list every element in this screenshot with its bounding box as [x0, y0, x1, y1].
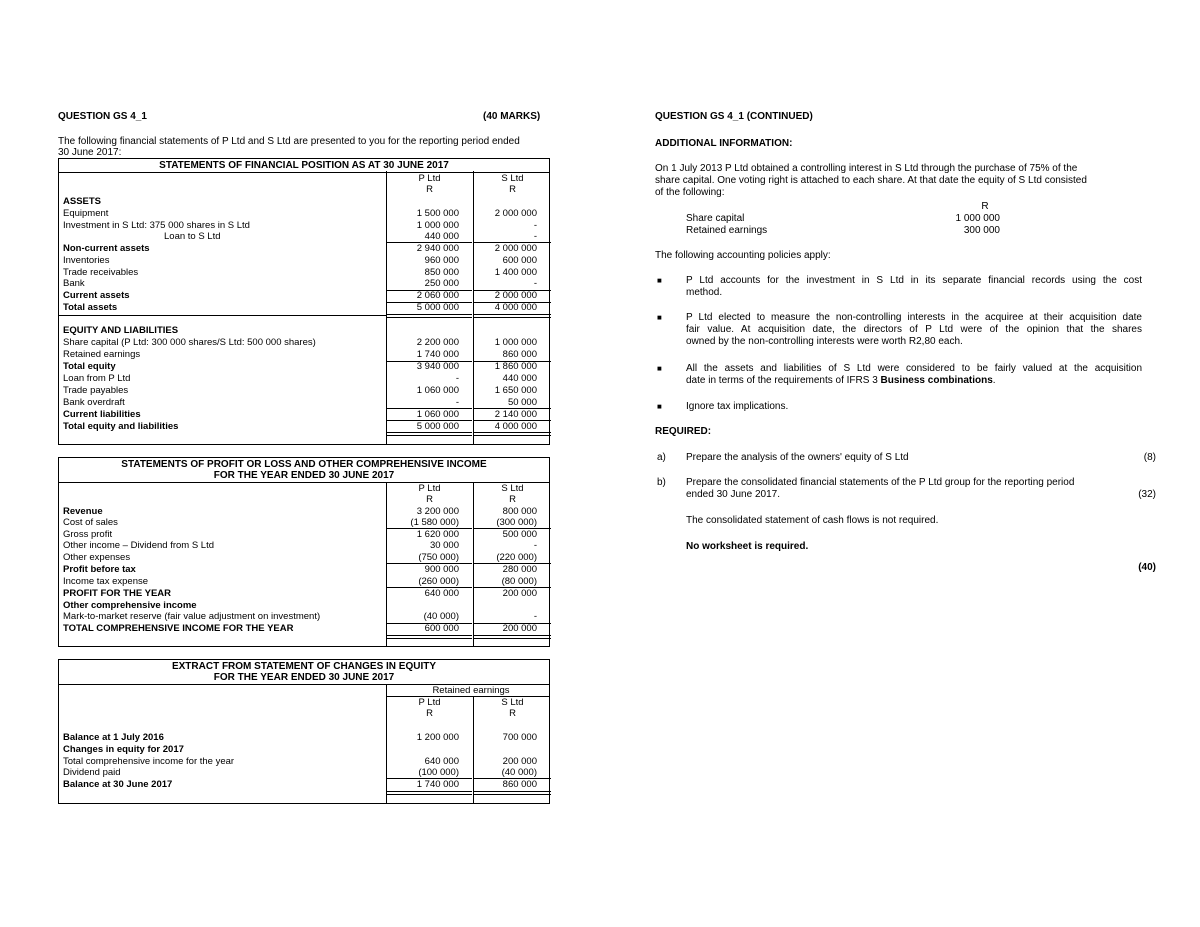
worksheet-note: No worksheet is required.	[686, 541, 809, 552]
bullet-icon: ■	[657, 313, 662, 322]
bullet-icon: ■	[657, 276, 662, 285]
equity-value: 300 000	[963, 225, 1000, 236]
table-row: Balance at 1 July 2016 1 200 000 700 000	[63, 732, 537, 743]
policy-item: P Ltd elected to measure the non-controlling interests in the acquiree at their acquisition date fair value. At acquisition date, the directors of P Ltd were of the opinion that the shares owned by the non-controlling interests were worth R2,80 each.	[686, 312, 1142, 347]
table-row: Gross profit 1 620 000 500 000	[63, 529, 537, 540]
continued-title: QUESTION GS 4_1 (CONTINUED)	[655, 111, 813, 122]
table-row: Equipment 1 500 000 2 000 000	[63, 208, 537, 219]
intro-text: The following financial statements of P Ltd and S Ltd are presented to you for the reporting period ended 30 June 2017:	[58, 136, 520, 158]
table-row: Current assets 2 060 000 2 000 000	[63, 290, 537, 301]
table-row: Total assets 5 000 000 4 000 000	[63, 302, 537, 313]
bullet-icon: ■	[657, 402, 662, 411]
table-row: Income tax expense (260 000) (80 000)	[63, 576, 537, 587]
required-heading: REQUIRED:	[655, 426, 712, 437]
table-row: Non-current assets 2 940 000 2 000 000	[63, 243, 537, 254]
equity-label: Retained earnings	[686, 225, 768, 236]
table-row: TOTAL COMPREHENSIVE INCOME FOR THE YEAR 600 000 200 000	[63, 623, 537, 634]
table-row: Revenue 3 200 000 800 000	[63, 506, 537, 517]
soce-title: EXTRACT FROM STATEMENT OF CHANGES IN EQUITY FOR THE YEAR ENDED 30 JUNE 2017	[59, 660, 549, 685]
equity-label: Share capital	[686, 213, 745, 224]
cash-flow-note: The consolidated statement of cash flows is not required.	[686, 515, 939, 526]
table-row: PROFIT FOR THE YEAR 640 000 200 000	[63, 588, 537, 599]
table-row: Mark-to-market reserve (fair value adjustment on investment) (40 000) -	[63, 611, 537, 622]
table-row: Total equity 3 940 000 1 860 000	[63, 361, 537, 372]
table-row: Balance at 30 June 2017 1 740 000 860 000	[63, 779, 537, 790]
acquisition-paragraph: On 1 July 2013 P Ltd obtained a controlling interest in S Ltd through the purchase of 75% of the share capital. One voting right is attached to each share. At that date the equity of S Ltd consisted of the following:	[655, 163, 1087, 198]
table-row: Other income – Dividend from S Ltd 30 000 -	[63, 540, 537, 551]
table-row: Bank overdraft - 50 000	[63, 397, 537, 408]
policy-item: Ignore tax implications.	[686, 401, 789, 412]
question-marks: (40 MARKS)	[483, 111, 541, 122]
sfp-title: STATEMENTS OF FINANCIAL POSITION AS AT 30 JUNE 2017	[59, 159, 549, 173]
req-b-text: Prepare the consolidated financial statements of the P Ltd group for the reporting period ended 30 June 2017.	[686, 477, 1075, 500]
bullet-icon: ■	[657, 364, 662, 373]
table-row: Cost of sales (1 580 000) (300 000)	[63, 517, 537, 528]
req-a-letter: a)	[657, 452, 666, 463]
req-a-marks: (8)	[1143, 452, 1156, 463]
table-row: Bank 250 000 -	[63, 278, 537, 289]
req-b-marks: (32)	[1138, 489, 1156, 500]
table-row: Other comprehensive income	[63, 600, 197, 611]
table-row: Inventories 960 000 600 000	[63, 255, 537, 266]
pl-title: STATEMENTS OF PROFIT OR LOSS AND OTHER COMPREHENSIVE INCOME FOR THE YEAR ENDED 30 JUNE 2017	[59, 458, 549, 483]
pl-table: STATEMENTS OF PROFIT OR LOSS AND OTHER COMPREHENSIVE INCOME FOR THE YEAR ENDED 30 JUNE 2017 P Ltd S Ltd R R Revenue 3 200 000 800 000 Cost of sales (1 580 000) (300 000) Gross profit 1 620 000 500 000 Other income – Dividend from S Ltd 30 000 - Other expenses (750 000) (220 000) Profit before tax 900 000 280 000 Income tax expense (260 000) (80 000) PROFIT FOR THE YEAR 640 000 200 000 Other comprehensive income Mark-to-market reserve (fair value adjustment on investment) (40 000) - TOTAL COMPREHENSIVE INCOME FOR THE YEAR 600 000 200 000	[58, 457, 550, 647]
table-row: Share capital (P Ltd: 300 000 shares/S Ltd: 500 000 shares) 2 200 000 1 000 000	[63, 337, 537, 348]
table-row: Trade receivables 850 000 1 400 000	[63, 267, 537, 278]
req-b-letter: b)	[657, 477, 666, 488]
additional-heading: ADDITIONAL INFORMATION:	[655, 138, 793, 149]
policy-item: All the assets and liabilities of S Ltd were considered to be fairly valued at the acquisition date in terms of the requirements of IFRS 3 Business combinations.	[686, 363, 1142, 386]
soce-table: EXTRACT FROM STATEMENT OF CHANGES IN EQUITY FOR THE YEAR ENDED 30 JUNE 2017 Retained earnings P Ltd S Ltd R R Balance at 1 July 2016 1 200 000 700 000 Changes in equity for 2017 Total comprehensive income for the year 640 000 200 000 Dividend paid (100 000) (40 000) Balance at 30 June 2017 1 740 000 860 000	[58, 659, 550, 804]
table-row: Retained earnings 1 740 000 860 000	[63, 349, 537, 360]
table-row: Total comprehensive income for the year 640 000 200 000	[63, 756, 537, 767]
equity-value: 1 000 000	[955, 213, 1000, 224]
table-row: Total equity and liabilities 5 000 000 4 000 000	[63, 421, 537, 432]
table-row: EQUITY AND LIABILITIES	[63, 325, 179, 336]
table-row: Investment in S Ltd: 375 000 shares in S Ltd 1 000 000 -	[63, 220, 537, 231]
question-title: QUESTION GS 4_1	[58, 111, 147, 122]
table-row: Loan to S Ltd 440 000 -	[164, 231, 537, 242]
policies-intro: The following accounting policies apply:	[655, 250, 831, 261]
req-a-text: Prepare the analysis of the owners' equity of S Ltd	[686, 452, 909, 463]
table-row: Current liabilities 1 060 000 2 140 000	[63, 409, 537, 420]
table-row: Other expenses (750 000) (220 000)	[63, 552, 537, 563]
table-row: Dividend paid (100 000) (40 000)	[63, 767, 537, 778]
policy-item: P Ltd accounts for the investment in S Ltd in its separate financial records using the cost method.	[686, 275, 1142, 298]
table-row: ASSETS	[63, 196, 102, 207]
sfp-table: STATEMENTS OF FINANCIAL POSITION AS AT 30 JUNE 2017 P Ltd S Ltd R R ASSETS Equipment 1 500 000 2 000 000 Investment in S Ltd: 375 000 shares in S Ltd 1 000 000 - Loan to S Ltd 440 000 - Non-current assets 2 940 000 2 000 000 Inventories 960 000 600 000 Trade receivables 850 000 1 400 000 Bank 250 000 - Current assets 2 060 000 2 000 000 Total assets 5 000 000 4 000 000 EQUITY AND LIABILITIES Share capital (P Ltd: 300 000 shares/S Ltd: 500 000 shares) 2 200 000 1 000 000 Retained earnings 1 740 000 860 000 Total equity 3 940 000 1 860 000 Loan from P Ltd - 440 000 Trade payables 1 060 000 1 650 000 Bank overdraft - 50 000 Current liabilities 1 060 000 2 140 000 Total equity and liabilities 5 000 000 4 000 000	[58, 158, 550, 445]
total-marks: (40)	[1138, 562, 1156, 573]
table-row: Trade payables 1 060 000 1 650 000	[63, 385, 537, 396]
table-row: Profit before tax 900 000 280 000	[63, 564, 537, 575]
table-row: Loan from P Ltd - 440 000	[63, 373, 537, 384]
equity-unit: R	[981, 201, 989, 212]
table-row: Changes in equity for 2017	[63, 744, 184, 755]
